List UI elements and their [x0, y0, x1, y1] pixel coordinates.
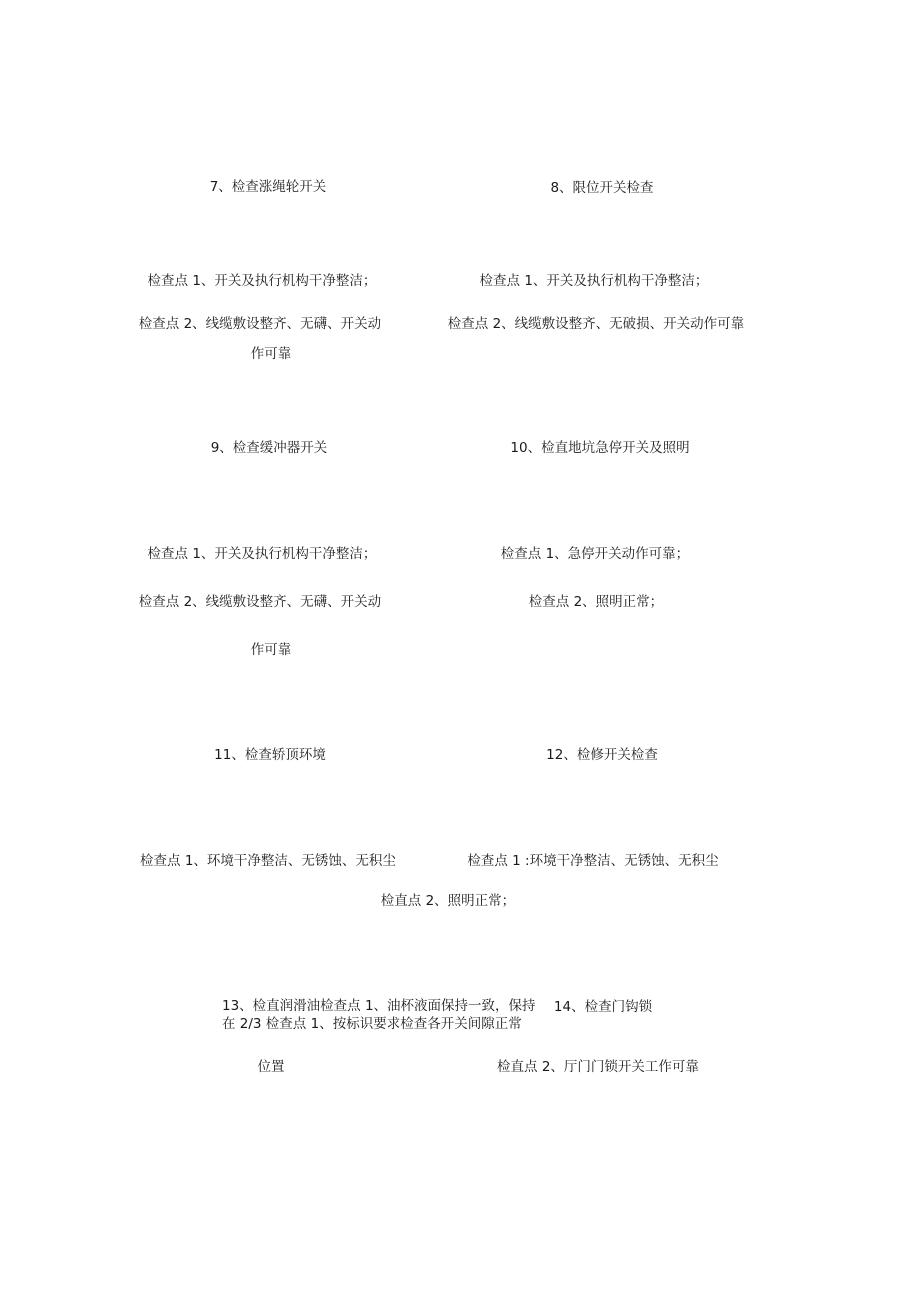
section-12-title: 12、检修开关检查: [546, 747, 658, 763]
section-8-title: 8、限位开关检查: [550, 180, 654, 196]
section-13-line-1: 13、检直润滑油检查点 1、油杯液面保持一致，保持: [222, 998, 536, 1014]
section-9-point-2: 检查点 2、线缆敷设整齐、无礴、开关动: [138, 594, 382, 610]
section-13-line-3: 位置: [257, 1059, 285, 1075]
section-11-point-1: 检查点 1、环境干净整洁、无锈蚀、无积尘: [140, 853, 396, 869]
section-11-12-point-2: 检直点 2、照明正常；: [380, 893, 516, 909]
section-9-point-2-cont: 作可靠: [250, 642, 292, 658]
section-13-line-2: 在 2/3 检查点 1、按标识要求检查各开关间隙正常: [222, 1016, 522, 1032]
section-10-point-2: 检查点 2、照明正常；: [528, 594, 664, 610]
section-14-title: 14、检查门钩锁: [553, 999, 653, 1015]
section-8-point-1: 检查点 1、开关及执行机构干净整洁；: [479, 273, 709, 289]
section-11-title: 11、检查轿顶环境: [214, 747, 326, 763]
section-8-point-2: 检查点 2、线缆敷设整齐、无破损、开关动作可靠: [447, 316, 745, 332]
section-7-point-2-cont: 作可靠: [250, 346, 292, 362]
section-12-point-1: 检查点 1 :环境干净整洁、无锈蚀、无积尘: [467, 853, 719, 869]
section-7-point-1: 检查点 1、开关及执行机构干净整洁；: [147, 273, 377, 289]
section-9-title: 9、检查缓冲器开关: [210, 440, 328, 456]
section-10-point-1: 检查点 1、急停开关动作可靠；: [500, 546, 690, 562]
section-7-title: 7、检查涨绳轮开关: [209, 179, 327, 195]
section-14-point-2: 检直点 2、厅门门锁开关工作可靠: [497, 1059, 699, 1075]
section-9-point-1: 检查点 1、开关及执行机构干净整洁；: [147, 546, 377, 562]
section-10-title: 10、检直地坑急停开关及照明: [510, 440, 690, 456]
section-7-point-2: 检查点 2、线缆敷设整齐、无礴、开关动: [138, 316, 382, 332]
